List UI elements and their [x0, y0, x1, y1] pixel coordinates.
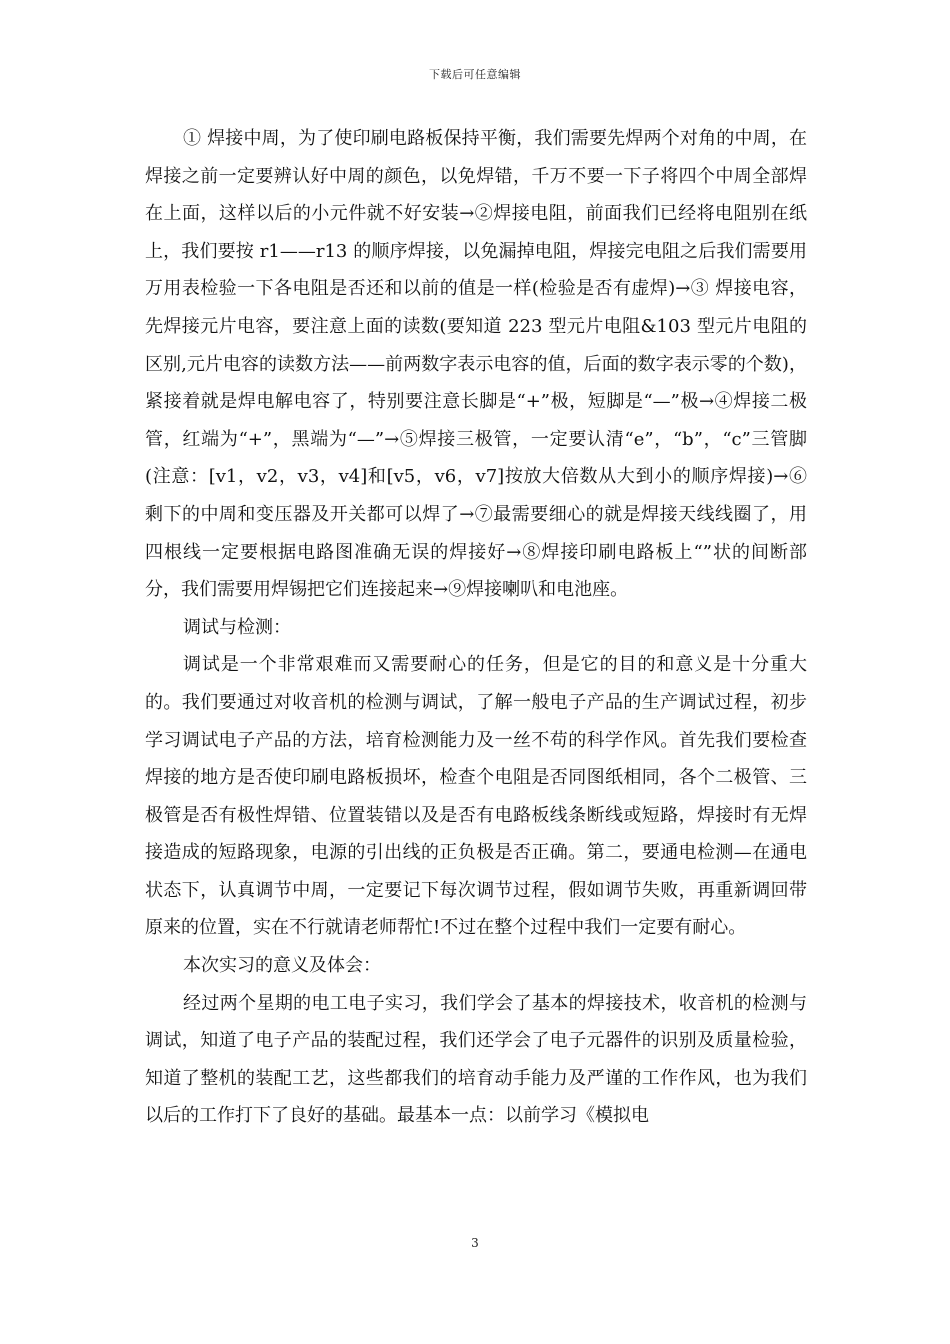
document-body [145, 120, 807, 1135]
page-header: 下载后可任意编辑 [429, 68, 521, 81]
debugging-paragraph: 调试是一个非常艰难而又需要耐心的任务，但是它的目的和意义是十分重大的。我们要通过对收音机的检测与调试，了解一般电子产品的生产调试过程，初步学习调试电子产品的方法，培育检测能力及一丝不苟的科学作风。首先我们要检查焊接的地方是否使印刷电路板损坏，检查个电阻是否同图纸相同，各个二极管、三极管是否有极性焊错、位置装错以及是否有电路板线条断线或短路，焊接时有无焊接造成的短路现象，电源的引出线的正负极是否正确。第二，要通电检测—在通电状态下，认真调节中周，一定要记下每次调节过程，假如调节失败，再重新调回带原来的位置，实在不行就请老师帮忙!不过在整个过程中我们一定要有耐心。 [145, 654, 807, 939]
debugging-heading: 调试与检测： [183, 616, 291, 638]
page-number: 3 [471, 1236, 479, 1250]
significance-heading: 本次实习的意义及体会： [183, 955, 381, 977]
soldering-steps-paragraph: ① 焊接中周，为了使印刷电路板保持平衡，我们需要先焊两个对角的中周，在焊接之前一定要辨认好中周的颜色，以免焊错，千万不要一下子将四个中周全部焊在上面，这样以后的小元件就不好安装→②焊接电阻，前面我们已经将电阻别在纸上，我们要按 r1——r13 的顺序焊接，以免漏掉电阻，焊接完电阻之后我们需要用万用表检验一下各电阻是否还和以前的值是一样(检验是否有虚焊)→③ 焊接电容，先焊接元片电容，要注意上面的读数(要知道 223 型元片电阻&103 型元片电阻的区别,元片电容的读数方法——前两数字表示电容的值，后面的数字表示零的个数)，紧接着就是焊电解电容了，特别要注意长脚是“+”极，短脚是“—”极→④焊接二极管，红端为“+”，黑端为“—”→⑤焊接三极管，一定要认清“e”，“b”，“c”三管脚(注意：[v1，v2，v3，v4]和[v5，v6，v7]按放大倍数从大到小的顺序焊接)→⑥ 剩下的中周和变压器及开关都可以焊了→⑦最需要细心的就是焊接天线线圈了，用四根线一定要根据电路图准确无误的焊接好→⑧焊接印刷电路板上“”状的间断部分，我们需要用焊锡把它们连接起来→⑨焊接喇叭和电池座。 [145, 128, 807, 601]
significance-paragraph: 经过两个星期的电工电子实习，我们学会了基本的焊接技术，收音机的检测与调试，知道了电子产品的装配过程，我们还学会了电子元器件的识别及质量检验，知道了整机的装配工艺，这些都我们的培育动手能力及严谨的工作作风，也为我们以后的工作打下了良好的基础。最基本一点：以前学习《模拟电 [145, 992, 807, 1127]
